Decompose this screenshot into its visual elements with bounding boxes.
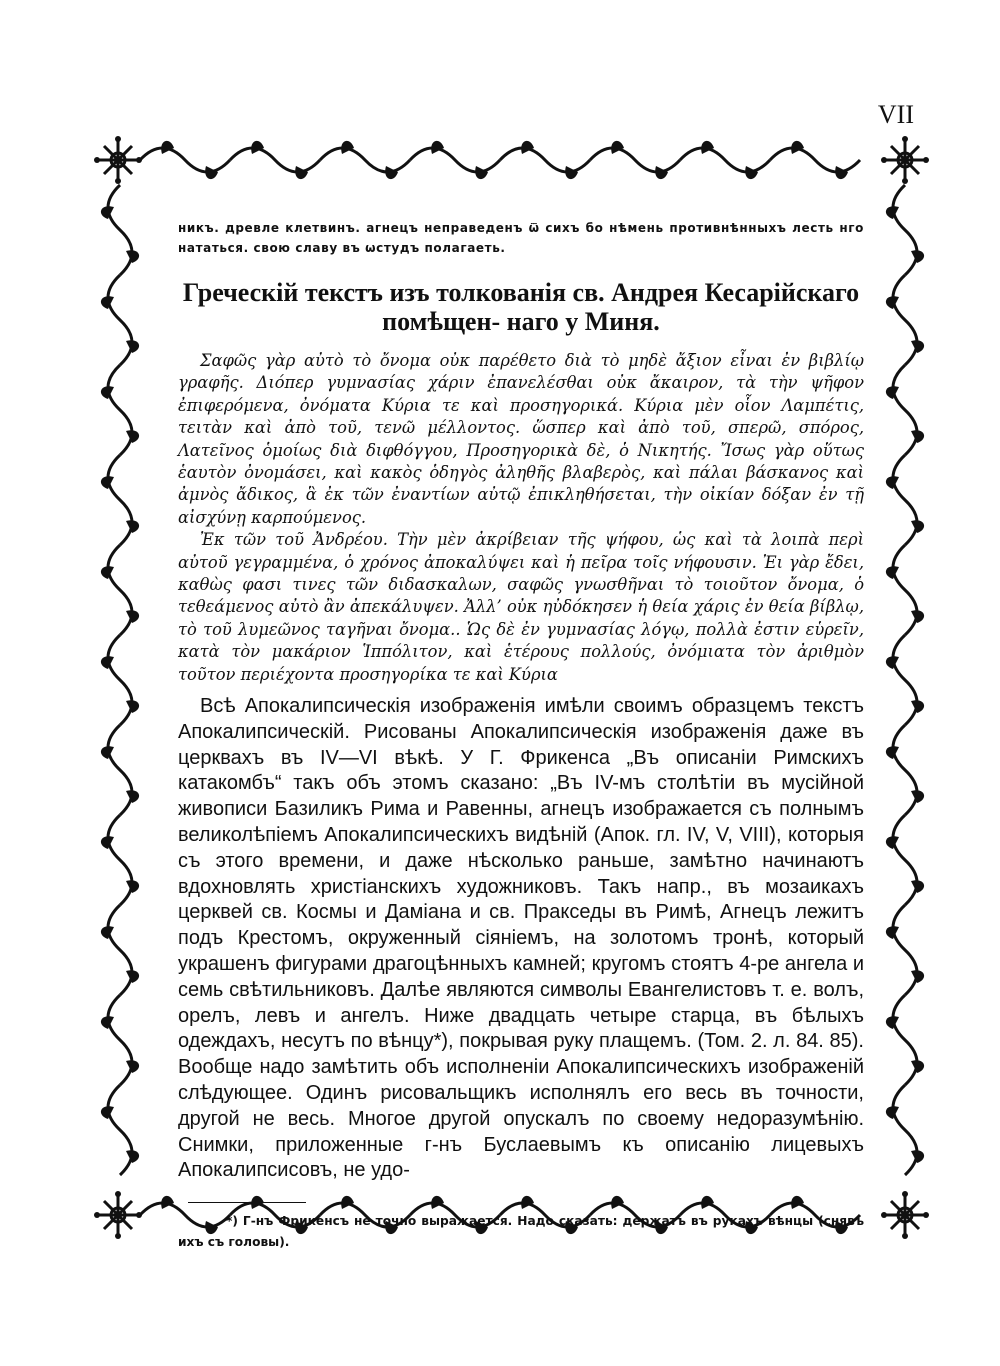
right-vine	[886, 185, 924, 1175]
left-vine	[101, 185, 139, 1175]
corner-rosette-icon	[881, 136, 929, 184]
corner-rosette-icon	[94, 136, 142, 184]
footnote-divider	[188, 1202, 306, 1203]
corner-rosette-icon	[881, 1191, 929, 1239]
intro-text: никъ. древле клетвинъ. агнецъ неправеденъ ѿ сихъ бо нѣмень противнѣнныхъ лесть нго нататься. свою славу въ ѡстудъ полагаеть.	[178, 221, 864, 255]
greek-paragraph: Ἐκ τῶν τοῦ Ἀνδρέου. Τὴν μὲν ἀκρίβειαν τῆς ψήφου, ὡς καὶ τὰ λοιπὰ περὶ αὐτοῦ γεγραμμένα, ὁ χρόνος ἀποκαλύψει καὶ ἡ πεῖρα τοῖς νήφουσιν. Ἐι γὰρ ἔδει, καθὼς φασι τινες τῶν διδασκαλων, σαφῶς γνωσθῆναι τὸ τοιοῦτον ὄνομα, ὁ τεθεάμενος αὐτὸ ἂν ἀπεκάλυψεν. Ἀλλ’ οὐκ ηὐδόκησεν ἡ θεία χάρις ἐν θεία βίβλῳ, τὸ τοῦ λυμεῶνος ταγῆναι ὄνομα.. Ὡς δὲ ἐν γυμνασίας λόγῳ, πολλὰ ἐστιν εὑρεῖν, κατὰ τὸν μακάριον Ἱππόλιτον, καὶ ἑτέρους πολλούς, ὀνόμιατα τὸν ἀριθμὸν τοῦτον περιέχοντα προσηγορίκα τε καὶ Κύρια	[178, 530, 864, 684]
page-number: VII	[877, 100, 914, 129]
body-paragraph: Всѣ Апокалипсическія изображенія имѣли своимъ образцемъ текстъ Апокалипсическій. Рисованы Апокалипсическія изображенія даже въ церквахъ въ IV—VI вѣкѣ. У Г. Фрикенса „Въ описаніи Римскихъ катакомбъ“ такъ объ этомъ сказано: „Въ IV-мъ столѣтіи въ мусійной живописи Базиликъ Рима и Равенны, агнецъ изображается съ полнымъ великолѣпіемъ Апокалипсическихъ видѣній (Апок. гл. IV, V, VIII), которыя съ этого времени, и даже нѣсколько раньше, замѣтно начинаютъ вдохновлять христіанскихъ художниковъ. Такъ напр., въ мозаикахъ церквей св. Космы и Даміана и св. Пракседы въ Римѣ, Агнецъ лежитъ подъ Крестомъ, окруженный сіяніемъ, на золотомъ тронѣ, который украшенъ фигурами драгоцѣнныхъ камней; кругомъ стоятъ 4-ре ангела и семь свѣтильниковъ. Далѣе являются символы Евангелистовъ т. е. волъ, орелъ, левъ и ангелъ. Ниже двадцать четыре старца, въ бѣлыхъ одеждахъ, несутъ по вѣнцу*), покрывая руку плащемъ. (Том. 2. л. 84. 85). Вообще надо замѣтить объ исполненіи Апокалипсическихъ изображеній слѣдующее. Одинъ рисовальщикъ исполнялъ его весь въ точности, другой не весь. Многое другой опускалъ по своему недоразумѣнію. Снимки, приложенные г-нъ Буслаевымъ къ описанію лицевыхъ Апокалипсисовъ, не удо-	[178, 695, 864, 1182]
greek-paragraph: Σαφῶς γὰρ αὐτὸ τὸ ὄνομα οὐκ παρέθετο διὰ τὸ μηδὲ ἄξιον εἶναι ἐν βιβλίῳ γραφῆς. Διόπερ γυμνασίας χάριν ἐπανελέσθαι οὐκ ἄκαιρον, τὰ τὴν ψῆφον ἐπιφερόμενα, ὀνόματα Κύρια τε καὶ προσηγορικά. Κύρια μὲν οἷον Λαμπέτις, τειτὰν καὶ ἀπὸ τοῦ, τενῶ μέλλοντος. ὥσπερ καὶ ἀπὸ τοῦ, σπερῶ, σπόρος, Λατεῖνος ὁμοίως διὰ διφθόγγου, Προσηγορικὰ δὲ, ὁ Νικητής. Ἴσως γὰρ οὕτως ἑαυτὸν ὀνομάσει, καὶ κακὸς ὁδηγὸς ἀληθῆς βλαβερὸς, καὶ πάλαι βάσκανος καὶ ἀμνὸς ἄδικος, ἃ ἐκ τῶν ἐναντίων αὐτῷ ἐπικληθήσεται, τὴν οἰκίαν δόξαν ἐν τῇ αἰσχύνῃ καρπούμενος.	[178, 351, 864, 527]
corner-rosette-icon	[94, 1191, 142, 1239]
section-heading: Греческій текстъ изъ толкованія св. Андрея Кесарійскаго помѣщен- наго у Миня.	[182, 278, 860, 336]
footnote: *) Г-нъ Фрикенсъ не точно выражается. Надо сказать: держатъ въ рукахъ вѣнцы (снявъ ихъ съ головы).	[178, 1214, 864, 1250]
page-content	[178, 218, 864, 1253]
top-vine	[140, 141, 860, 179]
